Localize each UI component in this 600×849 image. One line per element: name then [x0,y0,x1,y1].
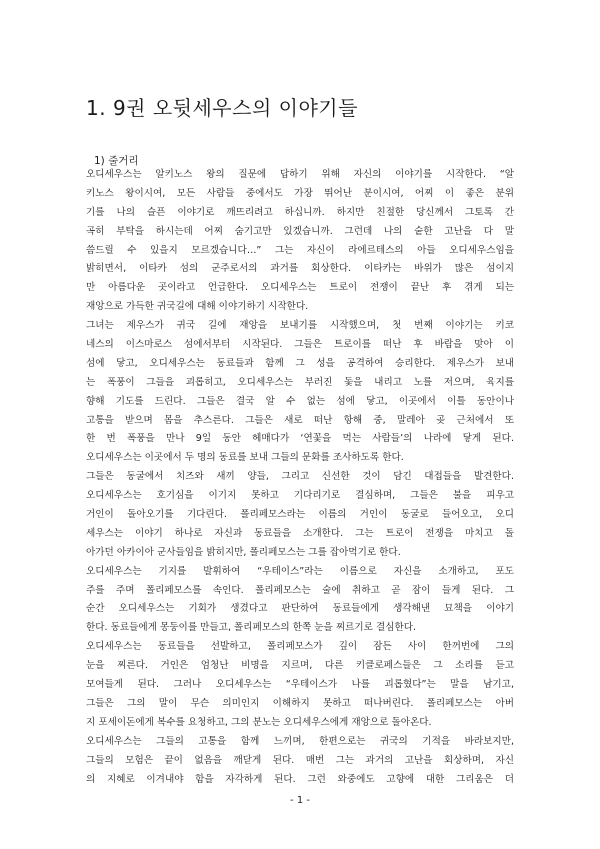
paragraph [86,563,514,639]
text-line: 거인이 돌아오기를 기다린다. 폴리페모스라는 이름의 거인이 동굴로 들어오고, 오디 [86,509,514,521]
text-line: 아가던 아카이아 군사들임을 밝히지만, 폴리페모스는 그를 잡아먹기로 한다. [86,546,401,558]
text-line: 그녀는 제우스가 귀국 길에 재앙을 보내기를 시작했으며, 첫 번째 이야기는 키코 [86,320,514,332]
text-line: 순간 오디세우스는 기회가 생겼다고 판단하여 동료들에게 생각해낸 묘책을 이야기 [86,603,514,615]
text-line: 씀드릴 수 있을지 모르겠습니다…” 그는 자신이 라에르테스의 아들 오디세우스임을 [86,244,514,256]
text-line: 그들은 그의 말이 무슨 의미인지 이해하지 못하고 떠나버린다. 폴리페모스는 아버 [86,697,514,709]
text-line: 지 포세이돈에게 복수를 요청하고, 그의 분노는 오디세우스에게 재앙으로 돌아온다. [86,716,432,728]
text-line: 오디세우스는 알키노스 왕의 질문에 답하기 위해 자신의 이야기를 시작한다. “알 [86,169,514,180]
text-line: 기를 나의 슬픈 이야기로 깨뜨리려고 하십니까. 하지만 친절한 당신께서 그토록 간 [86,206,514,218]
page-title: 1. 9권 오뒷세우스의 이야기들 [86,96,358,120]
text-line: 오디세우스는 호기심을 이기지 못하고 기다리기로 결심하며, 그들은 불을 피우고 [86,490,514,502]
text-line: 는 폭풍이 그들을 괴롭히고, 오디세우스는 부러진 돛을 내리고 노를 저으며, 육지를 [86,376,514,388]
text-line: 그들의 모험은 끝이 없음을 깨닫게 된다. 매번 그는 과거의 고난을 회상하며, 자신 [86,754,514,766]
text-line: 오디세우스는 동료들을 선발하고, 폴리페모스가 깊이 잠든 사이 한꺼번에 그의 [86,641,514,653]
text-line: 모여들게 된다. 그러나 오디세우스는 “우테이스가 나를 괴롭혔다”는 말을 남기고, [86,679,514,691]
text-line: 그들은 동굴에서 치즈와 새끼 양들, 그리고 신선한 것이 담긴 대접들을 발견한다. [86,471,514,483]
text-line: 눈을 찌른다. 거인은 엄청난 비명을 지르며, 다른 키클로페스들은 그 소리를 듣고 [86,660,514,672]
text-line: 곡히 부탁을 하시는데 어찌 숨기고만 있겠습니까. 그런데 나의 숱한 고난을 다 말 [86,225,514,237]
body-text [86,166,514,789]
paragraph [86,166,514,317]
text-line: 오디세우스는 이곳에서 두 명의 동료를 보내 그들의 문화를 조사하도록 한다. [86,452,404,464]
text-line: 밝히면서, 이타카 섬의 군주로서의 과거를 회상한다. 이타카는 바위가 많은 섬이지 [86,263,514,275]
text-line: 향해 기도를 드린다. 그들은 결국 알 수 없는 섬에 닿고, 이곳에서 이틀 동안이나 [86,395,514,407]
paragraph [86,638,514,732]
text-line: 주를 주며 폴리페모스를 속인다. 폴리페모스는 술에 취하고 곧 잠이 들게 된다. 그 [86,584,514,596]
text-line: 오디세우스는 그들의 고통을 함께 느끼며, 한편으로는 귀국의 기적을 바라보지만, [86,735,514,747]
paragraph [86,733,514,790]
text-line: 한 번 폭풍을 만나 9일 동안 헤매다가 ‘연꽃을 먹는 사람들’의 나라에 닿게 된다. [86,433,514,445]
text-line: 만 아름다운 곳이라고 언급한다. 오디세우스는 트로이 전쟁이 끝난 후 겪게 되는 [86,282,514,294]
paragraph [86,468,514,562]
paragraph [86,317,514,468]
text-line: 세우스는 이야기 하나로 자신과 동료들을 소개한다. 그는 트로이 전쟁을 마치고 돌 [86,527,514,539]
text-line: 섬에 닿고, 오디세우스는 동료들과 함께 그 성을 공격하여 승리한다. 제우스가 보내 [86,357,514,369]
text-line: 키노스 왕이시여, 모든 사람들 중에서도 가장 뛰어난 분이시여, 어찌 이 좋은 분위 [86,187,514,199]
section-heading: 1) 줄거리 [94,155,139,167]
text-line: 의 지혜로 이겨내야 함을 자각하게 된다. 그런 와중에도 고향에 대한 그리움은 더 [86,773,514,785]
text-line: 고통을 받으며 몸을 추스른다. 그들은 새로 떠난 항해 중, 말레아 곶 근처에서 또 [86,414,514,426]
text-line: 네스의 이스마로스 섬에서부터 시작된다. 그들은 트로이를 떠난 후 바람을 맞아 이 [86,339,514,351]
page-number: - 1 - [290,795,310,806]
text-line: 한다. 동료들에게 몽둥이를 만들고, 폴리페모스의 한쪽 눈을 찌르기로 결심한다. [86,622,417,634]
text-line: 재앙으로 가득한 귀국길에 대해 이야기하기 시작한다. [86,301,309,313]
text-line: 오디세우스는 기지를 발휘하여 “우테이스”라는 이름으로 자신을 소개하고, 포도 [86,565,514,577]
